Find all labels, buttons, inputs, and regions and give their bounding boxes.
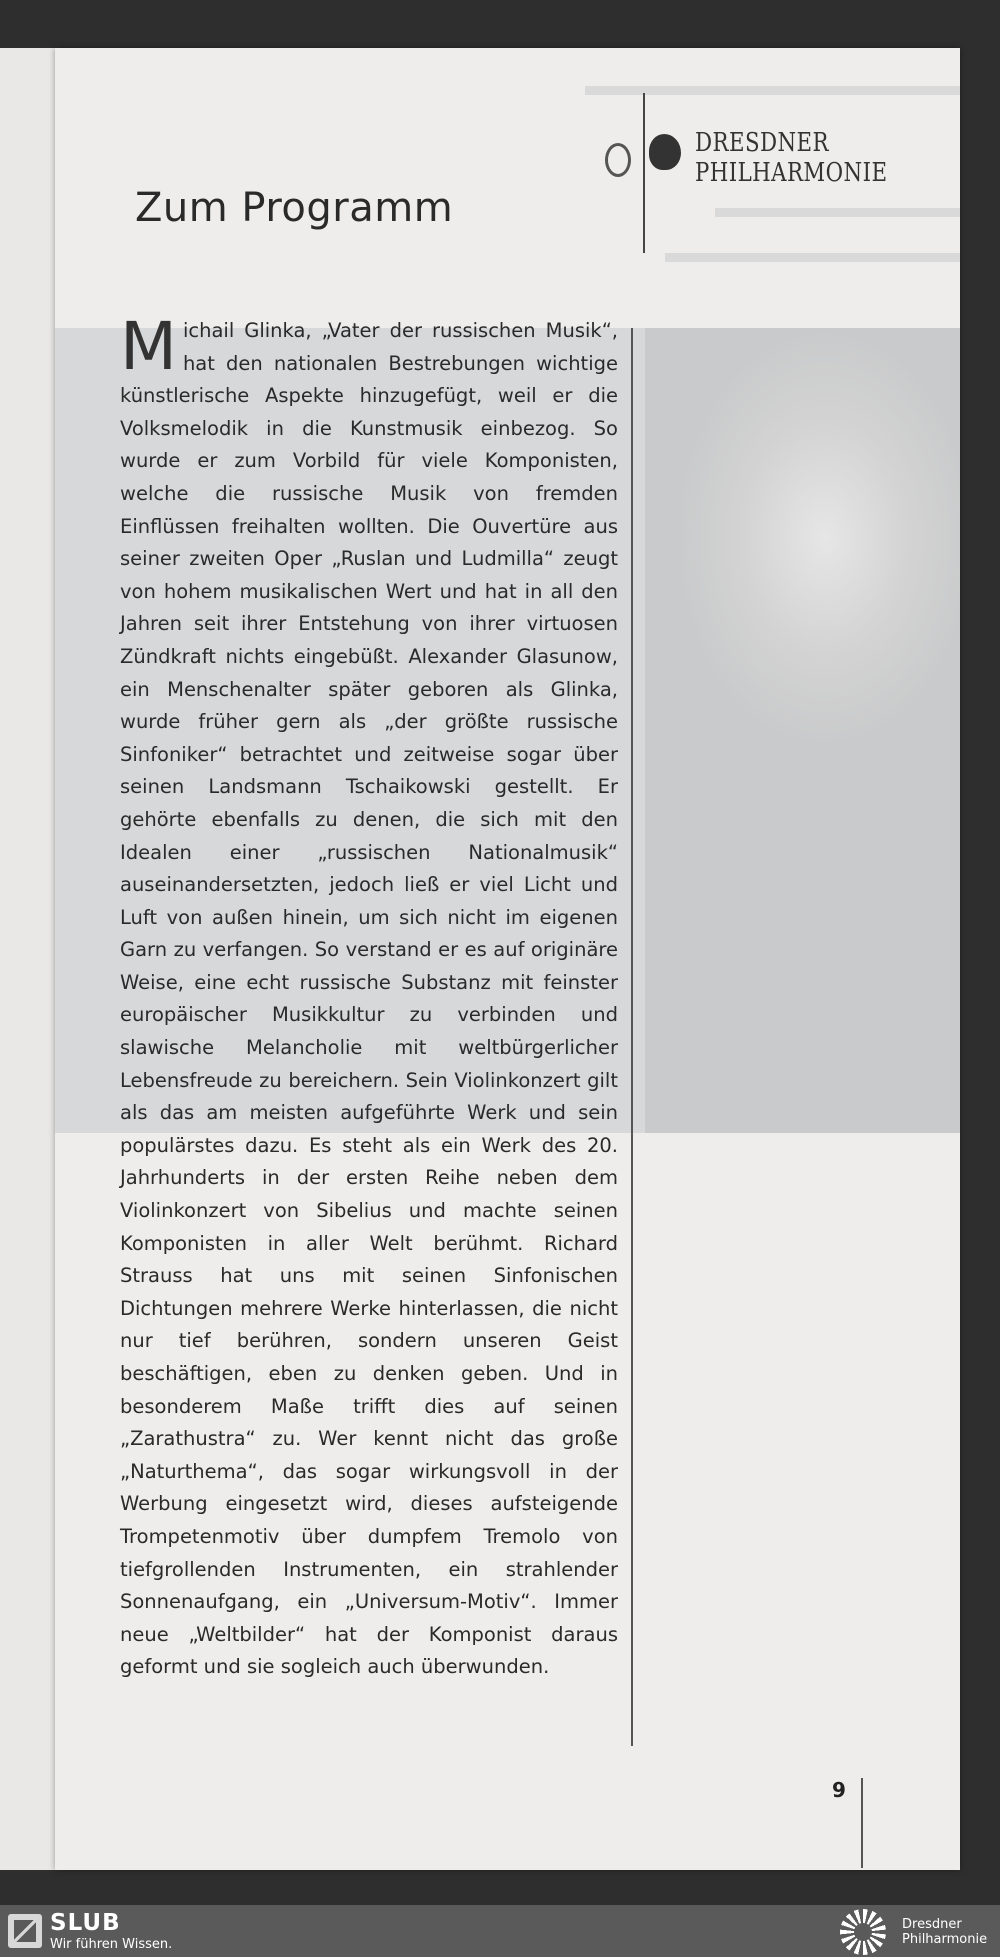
slub-logo-icon [8,1914,42,1948]
philharmonie-name-line-1: Dresdner [902,1917,962,1932]
philharmonie-logo-icon [840,1909,886,1955]
bleed-through-bar [665,253,960,262]
drop-cap: M [120,308,177,385]
bleed-through-bar [585,86,960,95]
slub-name: SLUB [50,1910,121,1936]
logo-dot [649,134,681,170]
viewer-footer [0,1905,1000,1957]
facing-page-edge [0,48,63,1870]
philharmonie-name [902,1917,987,1947]
article-body [120,308,618,1684]
philharmonie-name-line-2: Philharmonie [902,1932,988,1947]
article-text: ichail Glinka, „Vater der russischen Musik“, hat den nationalen Bestrebungen wichtige künstlerische Aspekte hinzugefügt, weil er die Volksmelodik in die Kunstmusik einbezog. So wurde er zum Vorbild für viele Komponisten, welche die russische Musik von fremden Einflüssen freihalten wollten. Die Ouvertüre aus seiner zweiten Oper „Ruslan und Ludmilla“ zeugt von hohem musikalischen Wert und hat in all den Jahren seit ihrer Entstehung von ihrer virtuosen Zündkraft nichts eingebüßt. Alexander Glasunow, ein Menschenalter später geboren als Glinka, wurde früher gern als „der größte russische Sinfoniker“ betrachtet und zeitweise sogar über seinen Landsmann Tschaikowski gestellt. Er gehörte ebenfalls zu denen, die sich mit den Idealen einer „russischen Nationalmusik“ auseinandersetzten, jedoch ließ er viel Licht und Luft von außen hinein, um sich nicht im eigenen Garn zu verfangen. So verstand er es auf originäre Weise, eine echt russische Substanz mit feinster europäischer Musikkultur zu verbinden und slawische Melancholie mit weltbürgerlicher Lebensfreude zu bereichern. Sein Violinkonzert gilt als das am meisten aufgeführte Werk und sein populärstes dazu. Es steht als ein Werk des 20. Jahrhunderts in der ersten Reihe neben dem Violinkonzert von Sibelius und machte seinen Komponisten in aller Welt berühmt. Richard Strauss hat uns mit seinen Sinfonischen Dichtungen mehrere Werke hinterlassen, die nicht nur tief berühren, sondern unseren Geist beschäftigen, eben zu denken geben. Und in besonderem Maße trifft dies auf seinen „Zarathustra“ zu. Wer kennt nicht das große „Naturthema“, das sogar wirkungsvoll in der Werbung eingesetzt wird, dieses aufsteigende Trompetenmotiv über dumpfem Tremolo von tiefgrollenden Instrumenten, ein strahlender Sonnenaufgang, ein „Universum-Motiv“. Immer neue „Weltbilder“ hat der Komponist daraus geformt und sie sogleich auch überwunden. [120,319,618,1679]
bleed-through-bar [715,208,960,217]
logo-line-1: DRESDNER [695,128,829,158]
page-number-rule [861,1778,863,1868]
slub-tagline: Wir führen Wissen. [50,1937,173,1952]
logo-stem [643,93,645,253]
bleed-through-portrait [645,328,960,1133]
column-rule [631,328,633,1746]
logo-ring [605,143,631,177]
logo-line-2: PHILHARMONIE [695,158,888,188]
document-page [55,48,960,1870]
page-title: Zum Programm [135,185,454,231]
page-number: 9 [832,1778,846,1802]
logo-wordmark [695,128,888,188]
